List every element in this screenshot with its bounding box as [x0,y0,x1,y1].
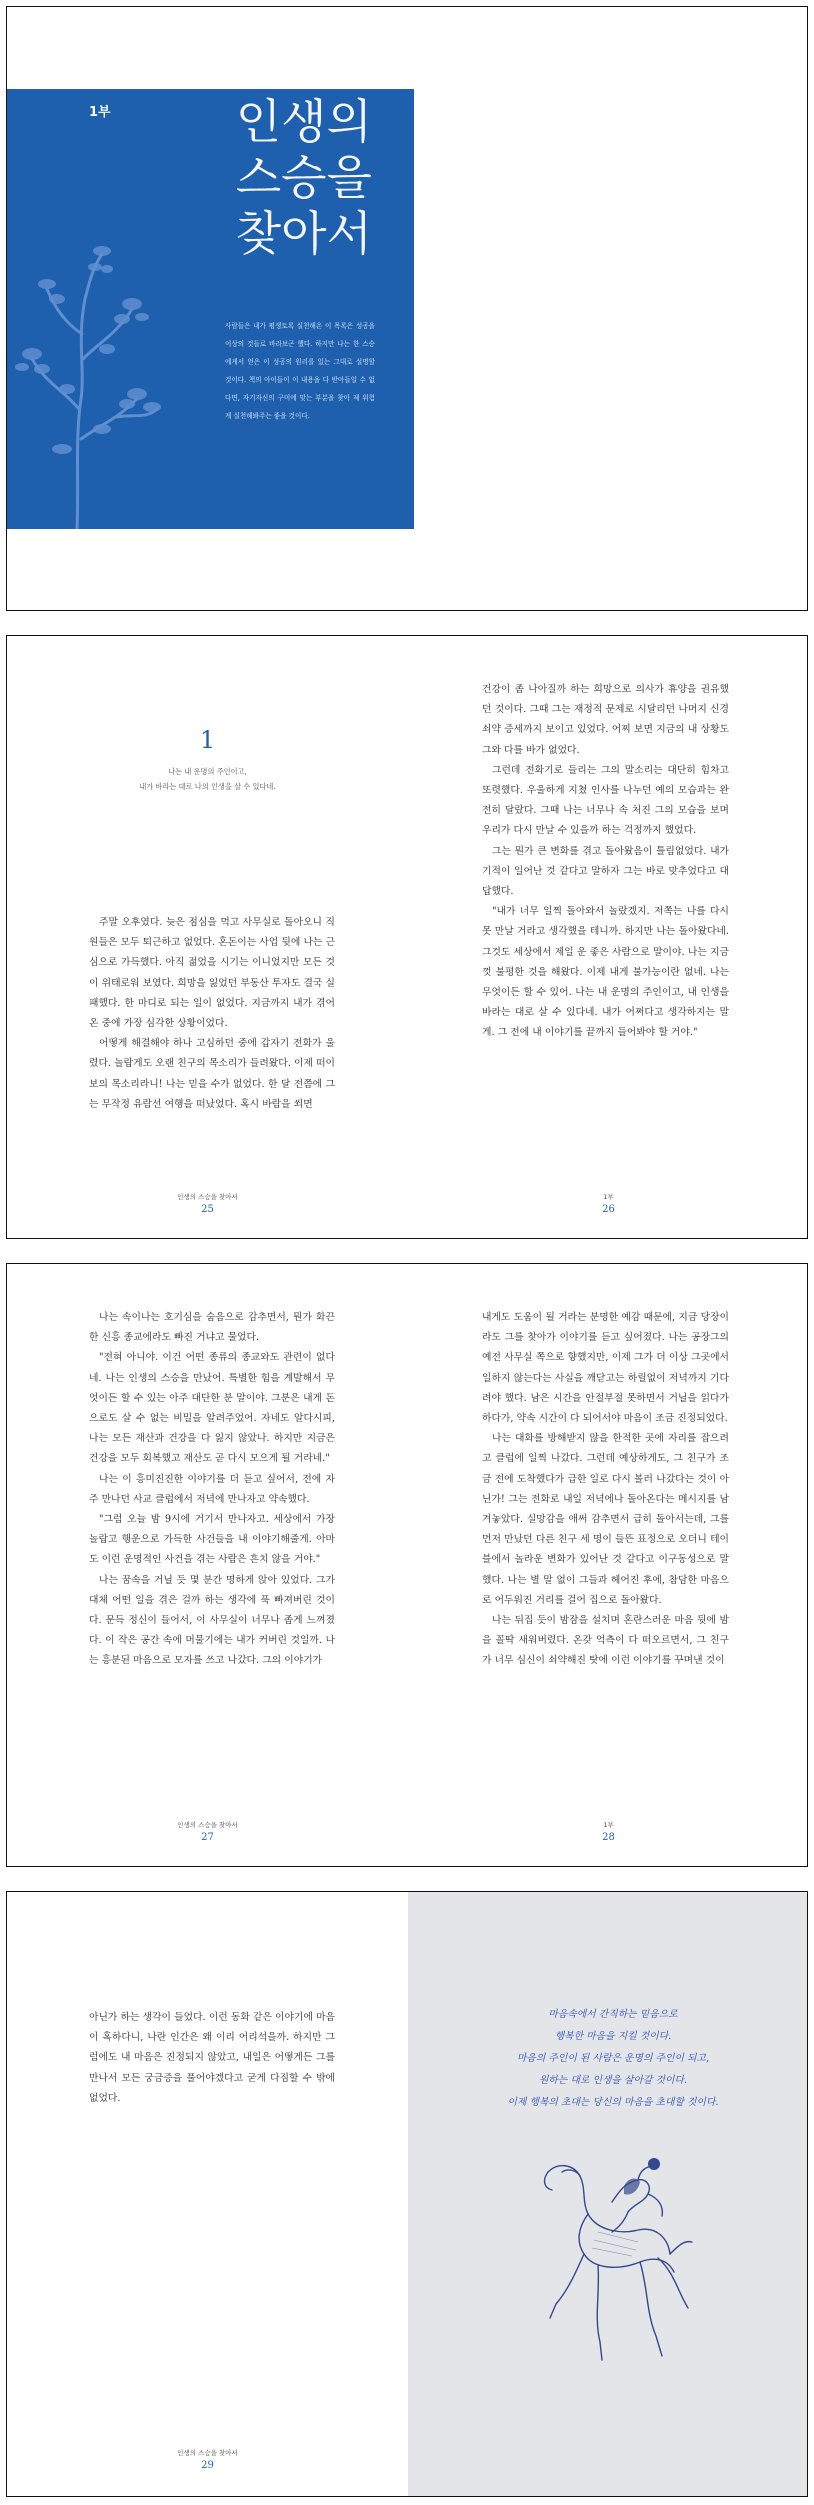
epigraph-line: 나는 내 운명의 주인이고, [168,767,247,776]
handwritten-quote [478,2004,748,2114]
page-26 [408,636,808,1238]
part-title [236,95,372,263]
page-footer [7,1820,408,1843]
paragraph: "내가 너무 일찍 돌아와서 놀랐겠지. 저쪽는 나를 다시 못 만날 거라고 생각했을 테니까. 하지만 나는 돌아왔다네. 그것도 세상에서 제일 운 좋은 사람으로 말이야. 나는 지금껏 불평한 것을 해왔다. 이제 내게 불가능이란 없네. 나는 무엇이든 할 수 있어. 나는 내 운명의 주인이고, 내 인생을 바라는 대로 살 수 있다네. 내가 어쩌다고 생각하지는 말게. 그 전에 내 이야기를 끝까지 들어봐야 할 거야." [482,906,729,1039]
page-footer [7,1192,408,1215]
part-cover-panel [7,89,414,529]
paragraph: 건강이 좀 나아질까 하는 희망으로 의사가 휴양을 권유했던 것이다. 그때 그는 재정적 문제로 시달리던 나머지 신경쇠약 증세까지 보이고 있었다. 어찌 보면 지금의 내 상황도 그와 다를 바가 없었다. [482,684,729,756]
running-title: 인생의 스승을 찾아서 [177,1193,238,1201]
page-footer [408,1192,808,1215]
paragraph: 그런데 전화기로 들리는 그의 말소리는 대단히 힘차고 또렷했다. 우울하게 지쳤 인사를 나누던 예의 모습과는 완전히 달랐다. 그때 나는 너무나 속 처진 그의 모습을 보며 우리가 다시 만날 수 있을까 하는 걱정까지 했었다. [482,764,729,837]
page-number: 28 [602,1832,615,1843]
quote-line: 이제 행복의 초대는 당신의 마음을 초대할 것이다. [507,2097,719,2108]
page-27 [7,1264,408,1866]
body-text [482,1308,729,1672]
page-28 [408,1264,808,1866]
paragraph: 나는 뒤집 듯이 밤잠을 설치며 혼란스러운 마음 뒷에 밤을 꼴딱 새워버렸다. 온갖 억측이 다 떠오르면서, 그 친구가 너무 심신이 쇠약해진 탓에 이런 이야기를 꾸며낸 것이 [482,1615,729,1667]
paragraph: 나는 꿈속을 거닐 듯 몇 분간 명하게 앉아 있었다. 그가 대체 어떤 일을 겪은 걸까 하는 생각에 푹 빠져버린 것이다. 문득 정신이 들어서, 이 사무실이 너무나 좁게 느껴졌다. 이 작은 공간 속에 머물기에는 내가 커버린 것일까. 나는 흥분된 마음으로 모자를 쓰고 나갔다. 그의 이야기가 [89,1574,335,1667]
page-29 [7,1892,408,2496]
chapter-epigraph [7,764,408,794]
quote-line: 원하는 대로 인생을 살아갈 것이다. [538,2075,688,2086]
body-text [89,2008,335,2109]
running-title: 인생의 스승을 찾아서 [177,1821,238,1829]
paragraph: 그는 뭔가 큰 변화를 겪고 돌아왔음이 틀림없었다. 내가 기적이 일어난 것 같다고 말하자 그는 바로 맞추었다고 대답했다. [482,845,729,898]
spread-part-cover [6,6,808,611]
horse-rider-illustration [528,2142,698,2392]
part-title-line: 스승을 [235,151,372,206]
illustration-page [408,1892,808,2496]
chapter-number: 1 [199,726,216,754]
page-number: 26 [602,1204,615,1215]
paragraph: 나는 속이나는 호기심을 숨음으로 감추면서, 뭔가 화끈한 신흥 종교에라도 빠진 거냐고 물었다. [89,1312,335,1344]
tree-illustration [7,239,207,529]
quote-line: 마음속에서 간직하는 믿음으로 [548,2009,678,2020]
part-title-line: 인생의 [235,95,372,150]
page-number: 29 [201,2460,214,2471]
body-text [482,680,729,1044]
page-25 [7,636,408,1238]
spread-pages-25-26 [6,635,808,1239]
spread-page-29 [6,1891,808,2497]
spread-pages-27-28 [6,1263,808,1867]
quote-line: 행복한 마음을 지킬 것이다. [554,2031,672,2042]
running-title: 1부 [603,1193,614,1201]
running-title: 인생의 스승을 찾아서 [177,2449,238,2457]
paragraph: 내게도 도움이 될 거라는 분명한 예감 때문에, 지금 당장이라도 그를 찾아가 이야기를 듣고 싶어졌다. 나는 공장그의 예전 사무실 쪽으로 향했지만, 이제 그가 더 이상 그곳에서 일하지 않는다는 사실을 깨닫고는 하릴없이 저녁까지 기다려야 했다. 남은 시간을 안절부절 못하면서 거닐을 읽다가 하다가, 약속 시간이 다 되어서야 마음이 조금 진정되었다. [482,1312,729,1425]
page-number: 27 [201,1832,214,1843]
page-number: 25 [201,1204,214,1215]
quote-line: 마음의 주인이 된 사람은 운명의 주인이 되고, [516,2053,710,2064]
paragraph: 나는 대화를 방해받지 않을 한적한 곳에 자리를 잡으려고 클럽에 일찍 나갔다. 그런데 예상하게도, 그 친구가 조금 전에 도착했다가 급한 일로 다시 볼러 나갔다는 것이 아닌가! 그는 전화로 내일 저녁에나 돌아온다는 메시지를 남겨놓았다. 실망감을 애써 감추면서 급히 돌아서는데, 그를 먼저 만났던 다른 친구 세 명이 들뜬 표정으로 오더니 테이블에서 놀라운 변화가 있어난 것 같다고 이구동성으로 말했다. 나는 별 말 없이 그들과 헤어진 후에, 참담한 마음으로 어두워진 거리를 걸어 집으로 돌아왔다. [482,1433,729,1606]
paragraph: 어떻게 해결해야 하나 고심하던 중에 갑자기 전화가 울렸다. 놀랍게도 오랜 친구의 목소리가 들려왔다. 이제 떠이보의 목소리라니! 나는 믿을 수가 없었다. 한 달 전쯤에 그는 무작정 유람선 여행을 떠났었다. 혹시 바람을 쐬면 [89,1038,335,1110]
page-footer [408,1820,808,1843]
running-title: 1부 [603,1821,614,1829]
paragraph: "전혀 아니야. 이건 어떤 종류의 종교와도 관련이 없다네. 나는 인생의 스승을 만났어. 특별한 힘을 계발해서 무엇이든 할 수 있는 아주 대단한 분 말이야. 그분은 내게 돈으로도 살 수 없는 비밀을 알려주었어. 자네도 알다시피, 나는 모든 재산과 건강을 다 잃지 않았나. 하지만 지금은 건강을 모두 회복했고 재산도 곧 다시 모으게 될 거라네." [89,1352,335,1465]
epigraph-line: 내가 바라는 대로 나의 인생을 살 수 있다네. [139,782,276,791]
paragraph: 아닌가 하는 생각이 들었다. 이런 동화 같은 이야기에 마음이 혹하다니, 나란 인간은 왜 이리 어리석을까. 하지만 그럼에도 내 마음은 진정되지 않았고, 내일은 어떻게든 그를 만나서 모든 궁금증을 풀어야겠다고 굳게 다짐할 수 밖에 없었다. [89,2012,335,2104]
body-text [89,1308,335,1672]
paragraph: 나는 이 흥미진진한 이야기를 더 듣고 싶어서, 전에 자주 만나던 사교 클럽에서 저녁에 만나자고 약속했다. [89,1473,335,1505]
paragraph: "그럼 오늘 밤 9시에 거기서 만나자고. 세상에서 가장 놀랍고 행운으로 가득한 사건들을 내 이야기해줄게. 아마도 이런 운명적인 사건을 겪는 사람은 흔치 않을 거야." [89,1514,335,1566]
part-intro: 사람들은 내가 평생토록 실천해온 이 목록은 성공을 이상의 것들로 바라보곤 했다. 하지만 나는 한 스승에게서 얻은 이 성공의 원리를 있는 그대로 설명할 것이다. 책의 아이들이 이 내용을 다 받아들일 수 없다면, 자기자신의 구미에 맞는 부분을 찾아 제 위험게 실천해봐주는 좋을 것이다. [225,322,375,420]
part-label: 1부 [89,105,111,120]
part-title-line: 찾아서 [235,207,372,262]
paragraph: 주말 오후였다. 늦은 점심을 먹고 사무실로 돌아오니 직원들은 모두 퇴근하고 없었다. 혼돈이는 사업 뒷에 나는 근심으로 가득했다. 아직 젊었을 시기는 이니었지만 모든 것이 위태로워 보였다. 희망을 잃었던 부동산 투자도 결국 실패했다. 한 마디로 되는 일이 없었다. 지금까지 내가 겪어온 중에 가장 심각한 상황이었다. [89,917,335,1030]
body-text [89,913,335,1115]
page-footer [7,2448,408,2471]
